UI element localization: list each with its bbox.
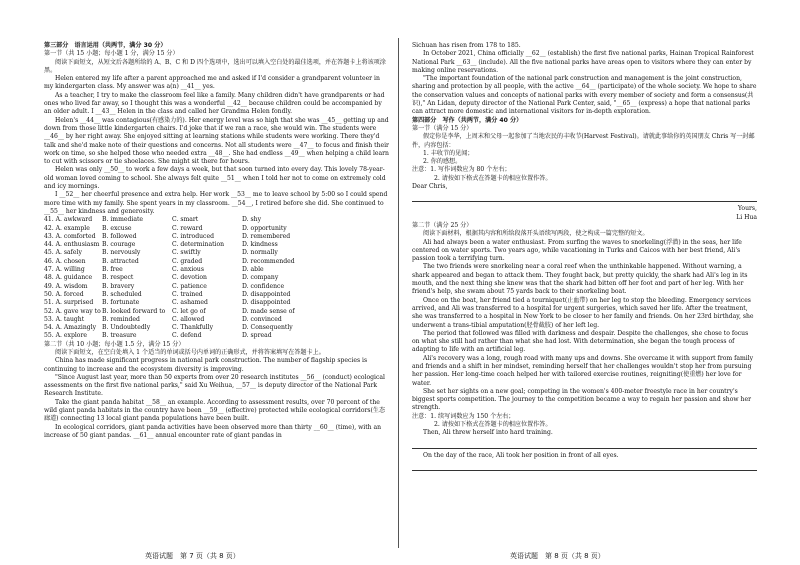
- option-choice: B. free: [102, 266, 123, 274]
- option-choice: C. trained: [172, 290, 203, 298]
- passage-paragraph: Take the giant panda habitat __58__ an example. According to assessment results, over 70 percent of the wild giant panda habitats in the country have been __59__ (effective) protected while ecological corridors(生态廊道) connecting 13 local giant panda populations have been built.: [44, 398, 386, 423]
- story-paragraph: Ali's recovery was a long, rough road with many ups and downs. She overcame it with support from family and friends and a shift in her mindset, reminding herself that her challenges wouldn't stop her from pursuing her passion. Her long-time coach helped her with tailored exercise routines, reigniting(使重燃) her love for water.: [412, 354, 754, 387]
- answer-line: [412, 463, 757, 471]
- option-row: [44, 324, 389, 332]
- writing1-instructions: 假定你是李华，上周末和父母一起参加了当地农民的丰收节(Harvest Festival)。请就此事给你的英国朋友 Chris 写一封邮件，内容包括：: [412, 133, 755, 149]
- option-row: [44, 266, 389, 274]
- option-choice: C. graded: [172, 257, 203, 265]
- page-footer-right: 英语试题 第 8 页（共 8 页）: [510, 552, 605, 560]
- option-choice: D. Consequently: [242, 324, 293, 332]
- option-choice: C. ashamed: [172, 299, 208, 307]
- option-choice: 48. A. guidance: [44, 274, 93, 282]
- writing2-note: 2. 请按如下格式在答题卡的相应位置作答。: [434, 421, 552, 429]
- option-choice: B. respect: [102, 274, 134, 282]
- option-choice: C. swiftly: [172, 249, 201, 257]
- option-choice: C. reward: [172, 224, 203, 232]
- passage-paragraph: "The important foundation of the national park construction and management is the joint construction, sharing and protection by all people, with the active __64__ (participate) of the whole society. We hope to share the conservation values and concepts of national parks with every member of society and form a consensus(共识)," An Lidan, deputy director of the National Park Center, said, "__65__ (express) a hope that national parks can attract more domestic and international visitors for in-depth exploration.: [412, 75, 757, 116]
- writing1-item: 1. 丰收节的见闻；: [423, 149, 474, 157]
- section-title: 第三部分 语言运用（共两节，满分 30 分）: [44, 42, 167, 49]
- option-choice: D. convinced: [242, 315, 282, 323]
- answer-line: [412, 441, 757, 449]
- part2-title: 第二节（共 10 小题；每小题 1.5 分，满分 15 分）: [44, 340, 185, 348]
- option-choice: D. remembered: [242, 232, 291, 240]
- story-paragraph: Ali had always been a water enthusiast. From surfing the waves to snorkeling(浮潜) in the seas, her life centered on water sports. Two years ago, while vacationing in Turks and Caicos with her best friend, Ali's passion took a terrifying turn.: [412, 238, 742, 263]
- option-choice: 53. A. taught: [44, 315, 85, 323]
- passage-paragraph: "Since August last year, more than 50 experts from over 20 research institutes __56__ (conduct) ecological assessments on the first five national parks," said Xu Weihua, __57__ is deputy director of the National Park Research Institute.: [44, 373, 385, 398]
- option-choice: D. recommended: [242, 257, 295, 265]
- option-choice: D. company: [242, 274, 279, 282]
- letter-signature: Li Hua: [736, 213, 757, 221]
- option-choice: B. looked forward to: [102, 307, 166, 315]
- option-row: [44, 241, 389, 249]
- option-choice: D. shy: [242, 216, 262, 224]
- option-choice: D. disappointed: [242, 290, 291, 298]
- letter-closing: Yours,: [737, 205, 757, 213]
- option-choice: C. determination: [172, 241, 225, 249]
- option-row: [44, 249, 389, 257]
- option-choice: 51. A. surprised: [44, 299, 94, 307]
- option-choice: 43. A. comforted: [44, 232, 96, 240]
- option-choice: D. spread: [242, 332, 272, 340]
- option-row: [44, 316, 389, 324]
- option-choice: 50. A. forced: [44, 290, 84, 298]
- option-choice: 52. A. gave way to: [44, 307, 101, 315]
- passage-paragraph: I __52__ her cheerful presence and extra help. Her work __53__ me to leave school by 5:00 so I could spend more time with my family. She spent years in my classroom. __54__, I retired before she did. She continued to __55__ her kindness and generosity.: [44, 191, 388, 215]
- option-choice: D. opportunity: [242, 224, 287, 232]
- option-choice: C. Thankfully: [172, 324, 214, 332]
- option-choice: 41. A. awkward: [44, 216, 93, 224]
- passage-paragraph: China has made significant progress in national park construction. The number of flagship species is continuing to increase and the ecosystem diversity is improving.: [44, 357, 368, 373]
- passage-paragraph: In October 2021, China officially __62__ (establish) the first five national parks, Hainan Tropical Rainforest National Park __63__ (include). All the five national parks have areas open to visitors where they can enter by making online reservations.: [412, 50, 754, 74]
- option-choice: C. patience: [172, 282, 207, 290]
- option-row: [44, 233, 389, 241]
- writing1-note: 2. 请按如下格式在答题卡的相应位置作答。: [434, 174, 552, 182]
- story-paragraph: Once on the boat, her friend tied a tourniquet(止血带) on her leg to stop the bleeding. Emergency services arrived, and Ali was transferred to a hospital for urgent surgeries, which saved her life. After the treatment, she was transferred to a hospital in New York to be closer to her family and friends. On her 23rd birthday, she underwent a trans-tibial amputation(胫骨截肢) of her left leg.: [412, 296, 754, 329]
- option-choice: B. followed: [102, 232, 137, 240]
- page-footer-left: 英语试题 第 7 页（共 8 页）: [145, 552, 240, 560]
- option-choice: D. kindness: [242, 241, 278, 249]
- passage-paragraph: Helen's __44__ was contagious(有感染力的). Her energy level was so high that she was __45__ getting up and down from those little kindergarten chairs. I'd joke that if we ran a race, she would win. The students were __46__ by her right away. She enjoyed sitting at learning stations while students were working. There they'd talk and she'd make note of their questions and concerns. Not all students were __47__ to focus and finish their work on time, so she helped those who needed extra __48__. She had endless __49__ when helping a child learn to cut with scissors or tie shoelaces. She might sit there for hours.: [44, 116, 389, 166]
- option-row: [44, 332, 389, 340]
- option-choice: B. fortunate: [102, 299, 140, 307]
- continuation-start: On the day of the race, Ali took her position in front of all eyes.: [423, 451, 619, 459]
- left-column: [44, 42, 389, 440]
- option-choice: 47. A. willing: [44, 266, 85, 274]
- continuation-start: Then, Ali threw herself into hard training.: [423, 429, 553, 437]
- writing1-title: 第一节（满分 15 分）: [412, 124, 473, 132]
- option-choice: B. immediate: [102, 216, 144, 224]
- options-table: [44, 216, 389, 340]
- option-choice: B. nervously: [102, 249, 141, 257]
- option-row: [44, 299, 389, 307]
- writing2-note: 注意：1. 续写词数应为 150 个左右；: [412, 412, 515, 420]
- option-choice: B. attracted: [102, 257, 139, 265]
- section4-title: 第四部分 写作（共两节，满分 40 分）: [412, 116, 523, 124]
- option-choice: 45. A. safely: [44, 249, 82, 257]
- option-choice: B. excuse: [102, 224, 132, 232]
- letter-greeting: Dear Chris,: [412, 183, 448, 191]
- option-row: [44, 274, 389, 282]
- story-paragraph: The period that followed was filled with darkness and despair. Despite the challenges, she chose to focus on what she still had rather than what she had lost. With determination, she began the tough process of adapting to life with an artificial leg.: [412, 329, 749, 354]
- option-choice: D. able: [242, 266, 264, 274]
- option-row: [44, 216, 389, 224]
- option-choice: B. courage: [102, 241, 136, 249]
- option-choice: C. devotion: [172, 274, 207, 282]
- option-row: [44, 308, 389, 316]
- part1-title: 第一节（共 15 小题；每小题 1 分，满分 15 分）: [44, 50, 179, 58]
- option-choice: D. normally: [242, 249, 278, 257]
- right-column: [412, 42, 757, 474]
- writing2-instructions: 阅读下面材料，根据其内容和所给段落开头语续写两段，使之构成一篇完整的短文。: [423, 230, 649, 238]
- option-choice: C. let go of: [172, 307, 206, 315]
- part2-instructions: 阅读下面短文，在空白处填入 1 个适当的单词或括号内单词的正确形式，并将答案填写在答题卡上。: [55, 348, 325, 356]
- option-row: [44, 258, 389, 266]
- option-choice: 46. A. chosen: [44, 257, 86, 265]
- column-divider: [398, 38, 399, 548]
- option-choice: D. disappointed: [242, 299, 291, 307]
- option-choice: 55. A. explore: [44, 332, 87, 340]
- option-choice: B. treasure: [102, 332, 137, 340]
- part1-instructions: 阅读下面短文，从短文后各题所给的 A、B、C 和 D 四个选项中，选出可以填入空白处的最佳选项，并在答题卡上将该项涂黑。: [44, 58, 386, 74]
- story-paragraph: The two friends were snorkeling near a coral reef when the unthinkable happened. Without warning, a shark appeared and began to attack them. They fought back, but pretty quickly, the shark had Ali's leg in its mouth, and the next thing she knew was that the shark had bitten off her foot and part of her leg. With her friend's help, she swam about 75 yards back to their snorkeling boat.: [412, 263, 748, 296]
- option-choice: 42. A. example: [44, 224, 90, 232]
- passage-paragraph: Sichuan has risen from 178 to 185.: [412, 42, 521, 49]
- writing1-item: 2. 你的感想。: [423, 158, 462, 166]
- option-choice: C. allowed: [172, 315, 205, 323]
- answer-line: [412, 194, 757, 202]
- option-choice: B. Undoubtedly: [102, 324, 151, 332]
- option-row: [44, 225, 389, 233]
- option-row: [44, 283, 389, 291]
- option-choice: C. introduced: [172, 232, 214, 240]
- story-paragraph: She set her sights on a new goal; competing in the women's 400-meter freestyle race in her country's biggest sports competition. The journey to the competition became a way to regain her passion and show her strength.: [412, 387, 751, 412]
- option-choice: 49. A. wisdom: [44, 282, 88, 290]
- writing2-title: 第二节（满分 25 分）: [412, 221, 473, 229]
- passage-paragraph: As a teacher, I try to make the classroom feel like a family. Many children didn't have grandparents or had ones who lived far away, so I thought this was a wonderful __42__ because children could be accompanied by an older adult. I __43__ Helen in the class and called her Grandma Helen fondly.: [44, 91, 385, 116]
- option-choice: C. anxious: [172, 266, 204, 274]
- option-choice: B. reminded: [102, 315, 140, 323]
- writing1-note: 注意：1. 写作词数应为 80 个左右；: [412, 166, 511, 174]
- passage-paragraph: Helen was only __50__ to work a few days a week, but that soon turned into every day. This lovely 78-year-old woman loved coming to school. She always felt quite __51__ when I told her not to come on extremely cold and icy mornings.: [44, 166, 386, 191]
- option-choice: D. confidence: [242, 282, 285, 290]
- option-choice: 54. A. Amazingly: [44, 324, 97, 332]
- passage-paragraph: Helen entered my life after a parent approached me and asked if I'd consider a grandparent volunteer in my kindergarten class. My answer was a(n) __41__ yes.: [44, 75, 380, 91]
- option-row: [44, 291, 389, 299]
- option-choice: C. defend: [172, 332, 202, 340]
- option-choice: D. made sense of: [242, 307, 295, 315]
- option-choice: 44. A. enthusiasm: [44, 241, 100, 249]
- option-choice: B. scheduled: [102, 290, 142, 298]
- passage-paragraph: In ecological corridors, giant panda activities have been observed more than thirty __60__ (time), with an increase of 50 giant pandas. __61__ annual encounter rate of giant pandas in: [44, 423, 382, 439]
- option-choice: C. smart: [172, 216, 199, 224]
- option-choice: B. bravery: [102, 282, 135, 290]
